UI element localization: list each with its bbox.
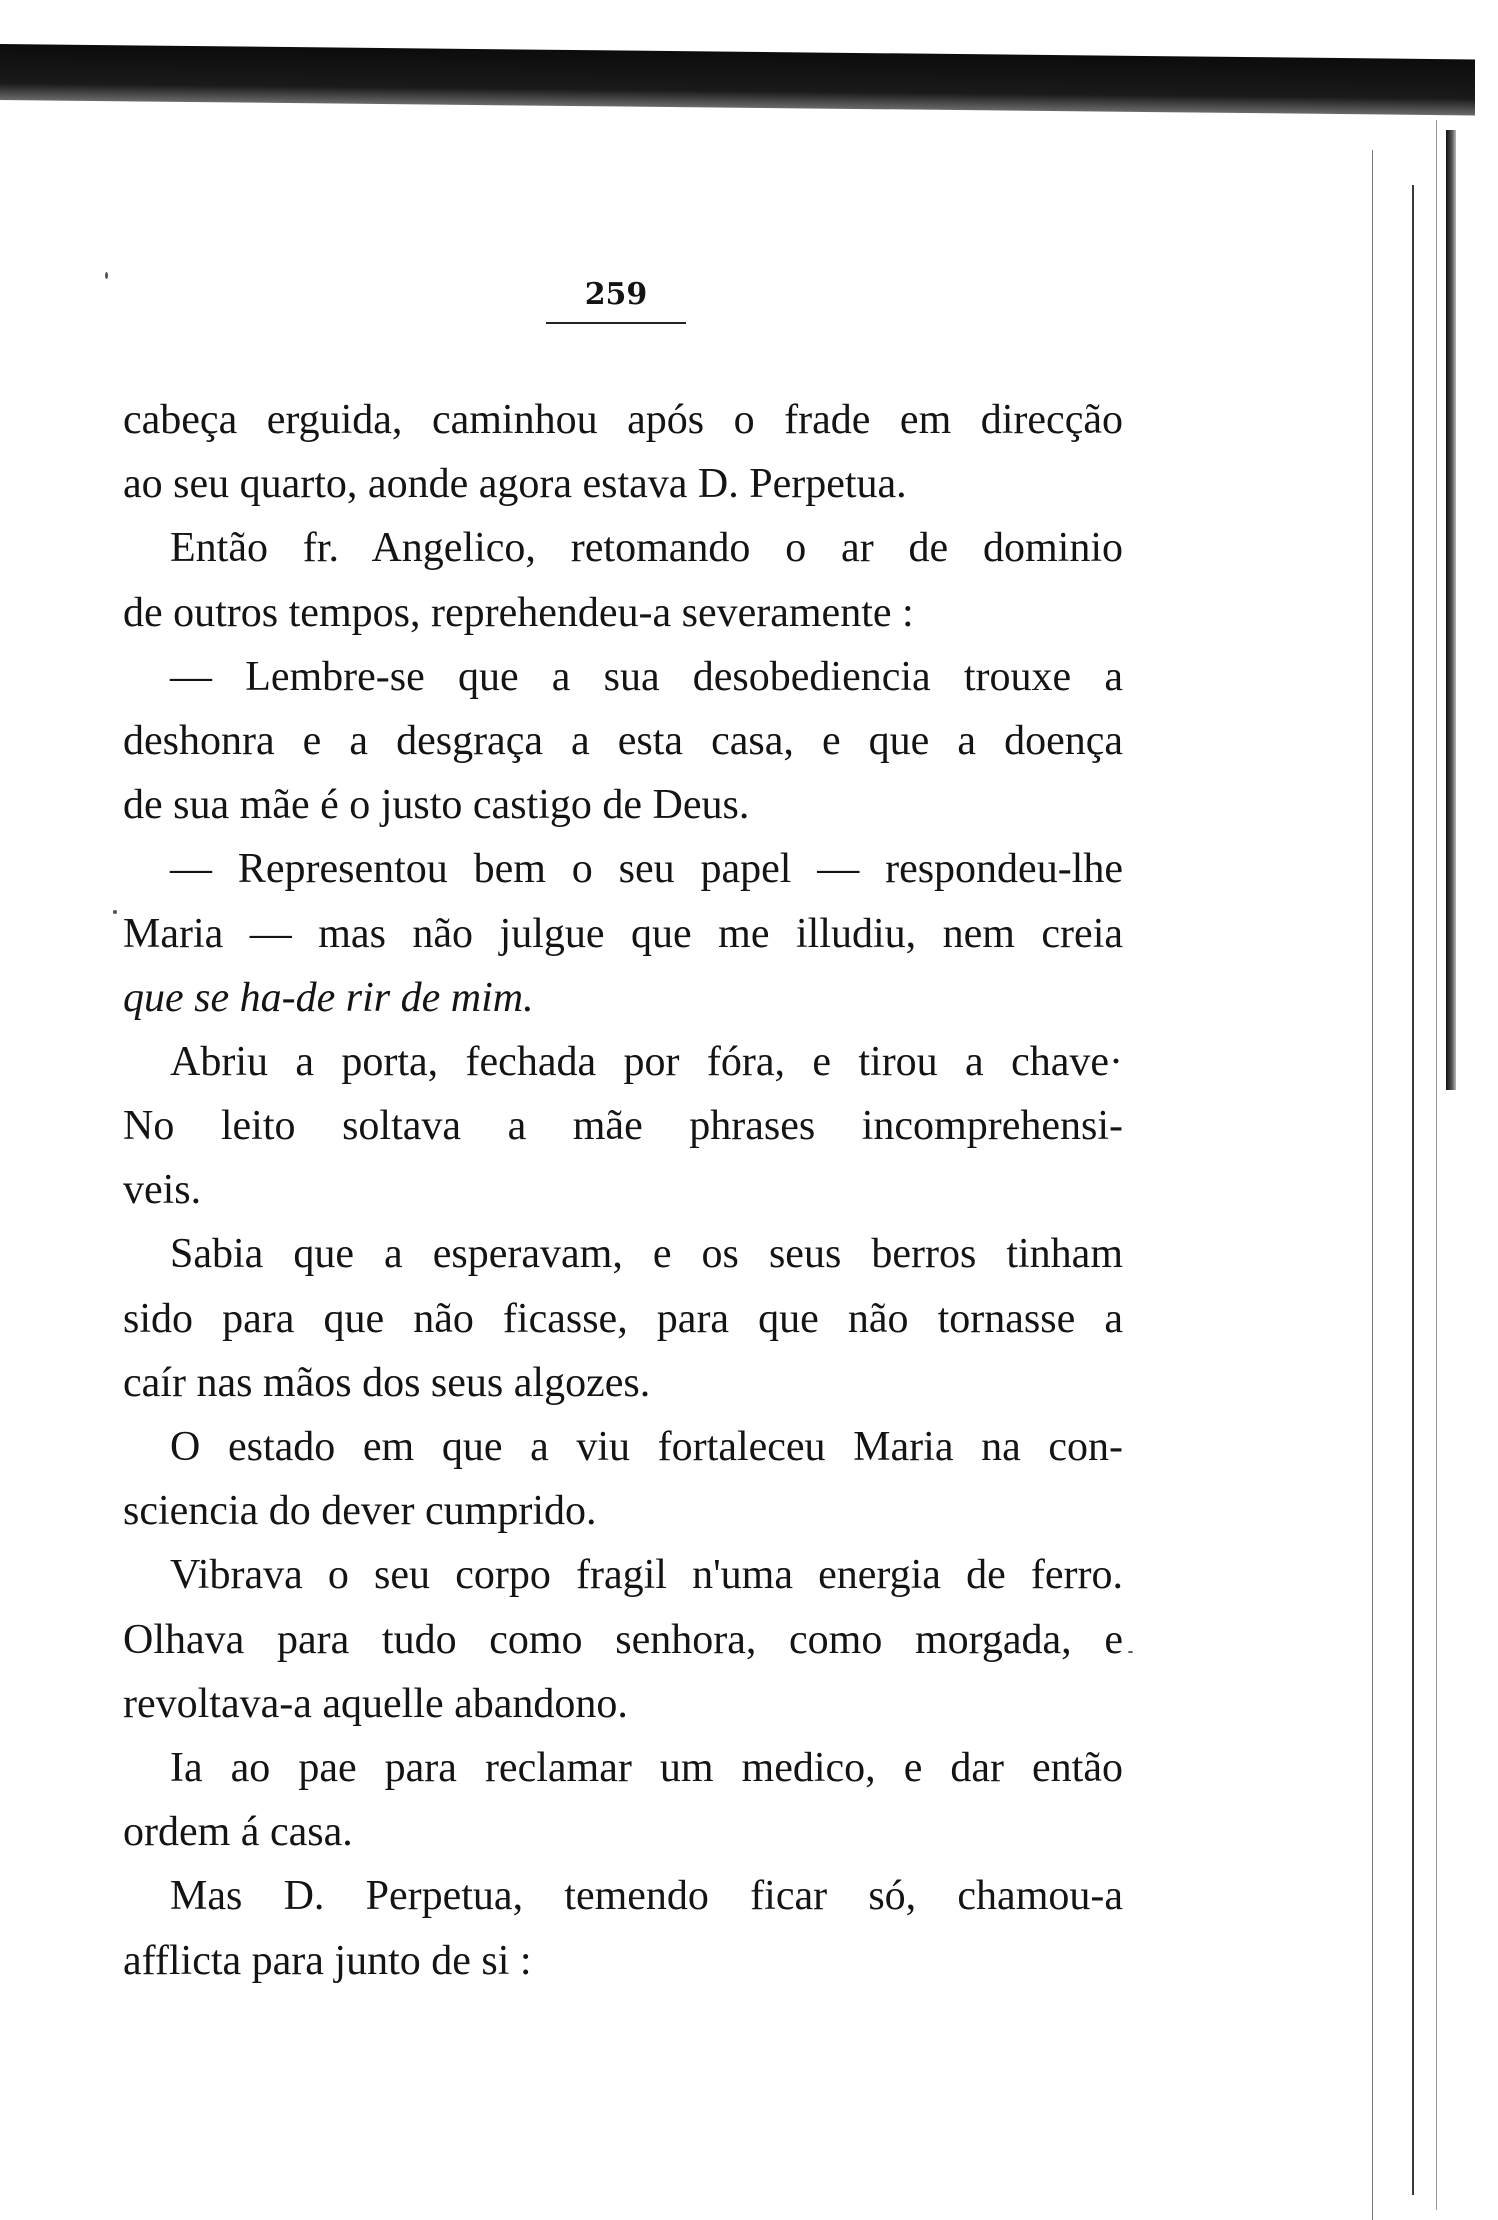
text-line: sciencia do dever cumprido. [123, 1488, 597, 1535]
body-text [123, 388, 1123, 1993]
text-line: veis. [123, 1167, 202, 1214]
text-line: Abriu a porta, fechada por fóra, e tirou a chave· [170, 1038, 1123, 1085]
text-line: O estado em que a viu fortaleceu Maria na con- [170, 1424, 1123, 1470]
page-edge-line [1412, 185, 1414, 2195]
text-line: Ia ao pae para reclamar um medico, e dar então [170, 1744, 1123, 1791]
text-line: Vibrava o seu corpo fragil n'uma energia de ferro. [170, 1552, 1123, 1599]
text-line: — Lembre-se que a sua desobediencia trouxe a [170, 653, 1123, 700]
scan-shadow-bar [0, 44, 1475, 115]
text-line: Então fr. Angelico, retomando o ar de dominio [170, 525, 1123, 572]
text-line: — Representou bem o seu papel — respondeu-lhe [170, 846, 1123, 893]
page-number: 259 [584, 277, 648, 312]
text-line: caír nas mãos dos seus algozes. [123, 1359, 651, 1406]
text-line: de sua mãe é o justo castigo de Deus. [123, 782, 750, 829]
scan-speck [105, 272, 108, 279]
scan-speck [1128, 1651, 1133, 1653]
text-line: Sabia que a esperavam, e os seus berros tinham [170, 1231, 1123, 1278]
text-line: afflicta para junto de si : [123, 1937, 532, 1984]
page-edge-line [1436, 120, 1437, 2210]
text-line: que se ha-de rir de mim. [123, 974, 534, 1021]
text-line: ao seu quarto, aonde agora estava D. Perpetua. [123, 461, 907, 508]
page-spine-shadow [1446, 130, 1456, 1090]
scan-speck [113, 910, 117, 914]
text-line: sido para que não ficasse, para que não tornasse a [123, 1295, 1123, 1342]
page-edge-line [1372, 150, 1373, 2220]
page-number-rule [546, 322, 686, 324]
page-header [540, 278, 692, 324]
text-line: Maria — mas não julgue que me illudiu, nem creia [123, 910, 1123, 957]
text-line: cabeça erguida, caminhou após o frade em direcção [123, 397, 1123, 443]
text-line: de outros tempos, reprehendeu-a severamente : [123, 589, 914, 636]
text-line: revoltava-a aquelle abandono. [123, 1680, 628, 1727]
text-line: Mas D. Perpetua, temendo ficar só, chamou-a [170, 1873, 1123, 1920]
text-line: deshonra e a desgraça a esta casa, e que a doença [123, 717, 1123, 764]
text-line: ordem á casa. [123, 1809, 353, 1856]
text-line: Olhava para tudo como senhora, como morgada, e [123, 1616, 1123, 1663]
text-line: No leito soltava a mãe phrases incomprehensi- [123, 1103, 1123, 1150]
